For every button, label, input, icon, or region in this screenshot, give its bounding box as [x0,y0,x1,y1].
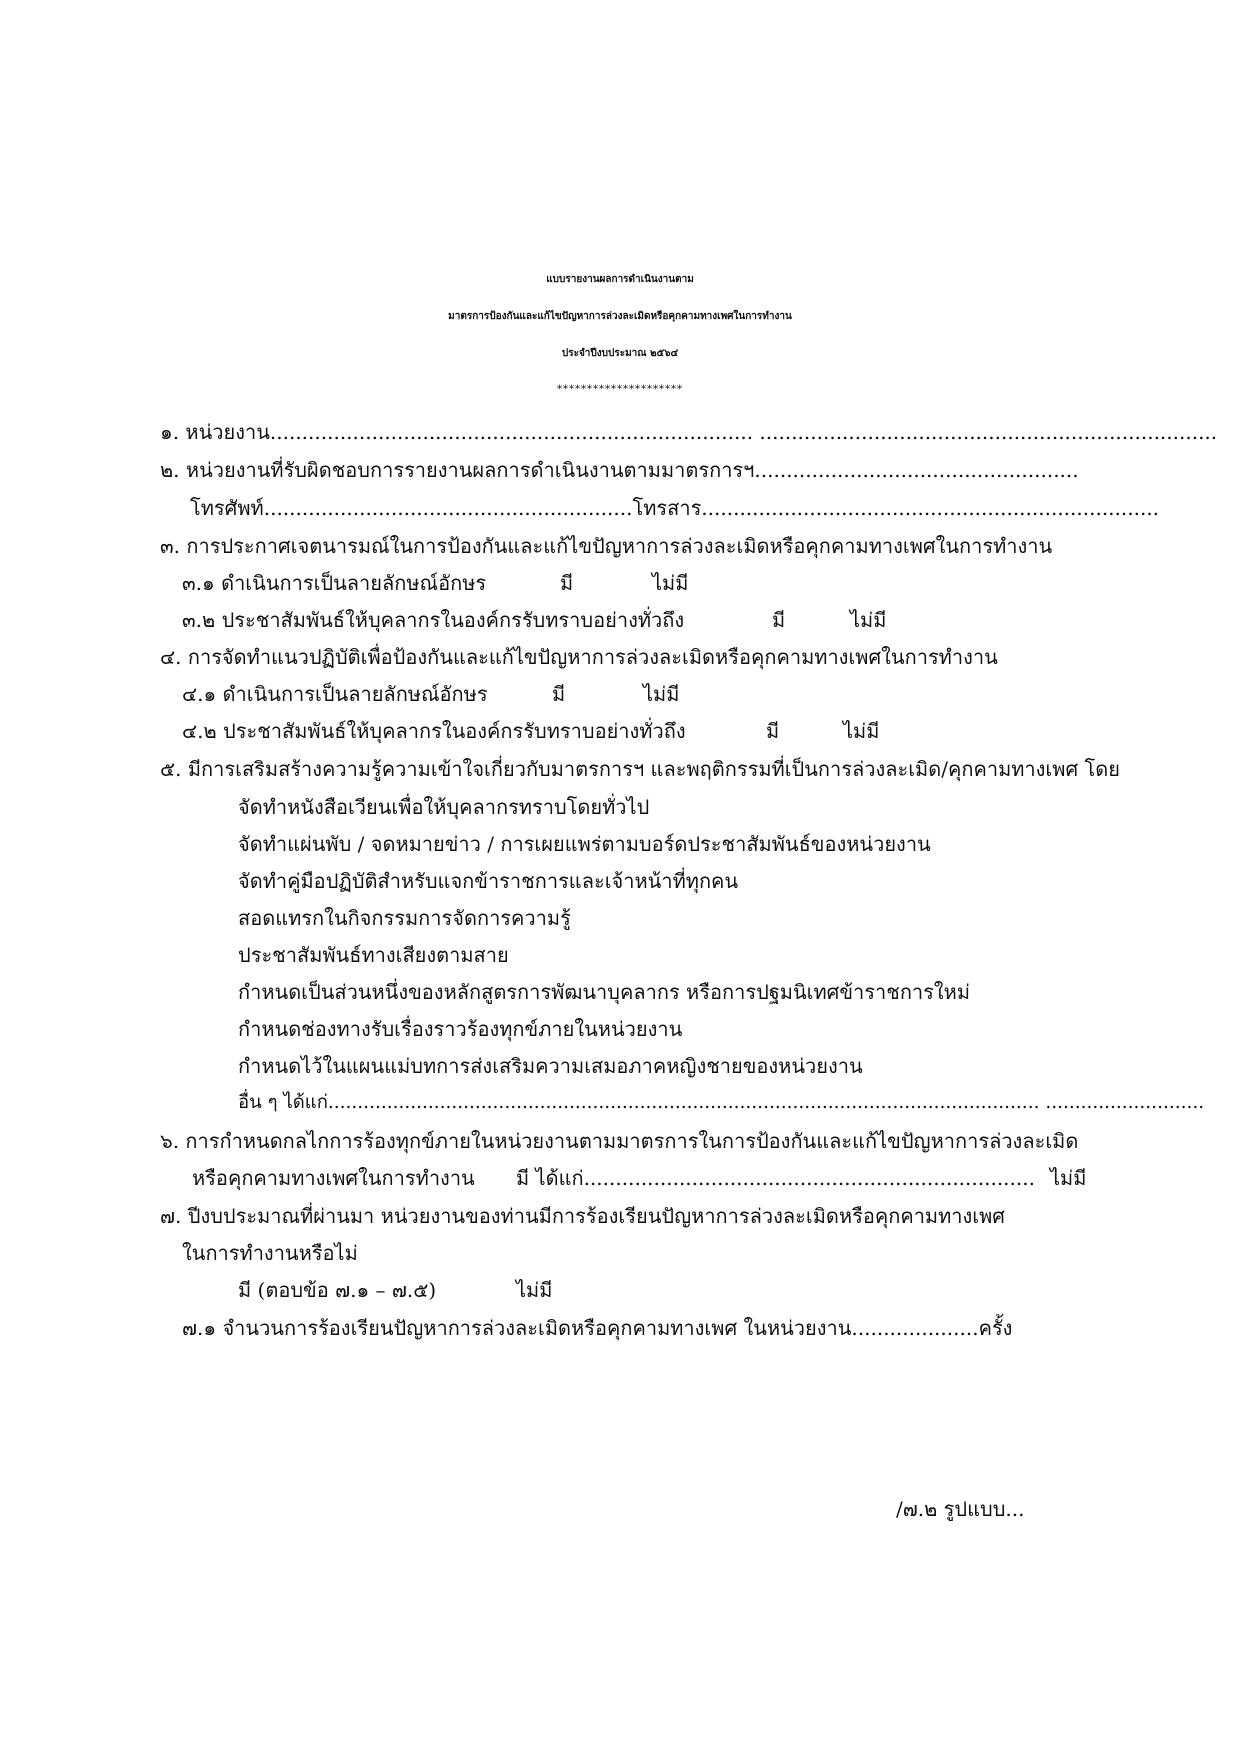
item-5-option: กำหนดเป็นส่วนหนึ่งของหลักสูตรการพัฒนาบุคลากร หรือการปฐมนิเทศข้าราชการใหม่ [238,980,971,1004]
item-5-option: จัดทำแผ่นพับ / จดหมายข่าว / การเผยแพร่ตามบอร์ดประชาสัมพันธ์ของหน่วยงาน [238,832,931,856]
item-6-complaint-mechanism: ๖. การกำหนดกลไกการร้องทุกข์ภายในหน่วยงานตามมาตรการในการป้องกันและแก้ไขปัญหาการล่วงละเมิด [160,1129,1079,1153]
item-7-1-complaint-count: ๗.๑ จำนวนการร้องเรียนปัญหาการล่วงละเมิดหรือคุกคามทางเพศ ในหน่วยงาน....................ครั้ง [182,1316,1013,1340]
item-2-responsible-agency: ๒. หน่วยงานที่รับผิดชอบการรายงานผลการดำเนินงานตามมาตรการฯ................................................... [160,458,1079,482]
item-4-2-no: ไม่มี [843,719,880,743]
item-7-complaints-last-year: ๗. ปีงบประมาณที่ผ่านมา หน่วยงานของท่านมีการร้องเรียนปัญหาการล่วงละเมิดหรือคุกคามทางเพศ [160,1204,1005,1228]
item-7-line-2: ในการทำงานหรือไม่ [182,1241,358,1265]
title-line-1: แบบรายงานผลการดำเนินงานตาม [546,274,694,285]
item-6-no: ไม่มี [1050,1166,1087,1190]
item-3-declaration: ๓. การประกาศเจตนารมณ์ในการป้องกันและแก้ไขปัญหาการล่วงละเมิดหรือคุกคามทางเพศในการทำงาน [160,534,1053,558]
item-3-1-yes: มี [560,571,574,595]
title-line-2: มาตรการป้องกันและแก้ไขปัญหาการล่วงละเมิดหรือคุกคามทางเพศในการทำงาน [448,311,792,322]
item-5-option: สอดแทรกในกิจกรรมการจัดการความรู้ [238,906,571,930]
title-line-3: ประจำปีงบประมาณ ๒๕๖๔ [561,348,679,359]
next-page-reference: /๗.๒ รูปแบบ... [896,1497,1025,1521]
item-5-option: ประชาสัมพันธ์ทางเสียงตามสาย [238,943,509,967]
item-2-phone-fax: โทรศัพท์..........................................................โทรสาร........................................................................ [190,496,1160,520]
item-4-2-label: ๔.๒ ประชาสัมพันธ์ให้บุคลากรในองค์กรรับทราบอย่างทั่วถึง [182,719,686,743]
item-4-guidelines: ๔. การจัดทำแนวปฏิบัติเพื่อป้องกันและแก้ไขปัญหาการล่วงละเมิดหรือคุกคามทางเพศในการทำงาน [160,645,998,669]
item-6-line-2: หรือคุกคามทางเพศในการทำงาน [192,1166,475,1190]
item-4-1-label: ๔.๑ ดำเนินการเป็นลายลักษณ์อักษร [182,682,488,706]
item-7-no: ไม่มี [516,1278,553,1302]
item-1-agency: ๑. หน่วยงาน............................................................................ ........................................................................ [160,420,1218,444]
item-3-2-no: ไม่มี [850,608,887,632]
item-4-2-yes: มี [766,719,780,743]
item-4-1-yes: มี [552,682,566,706]
item-4-1-no: ไม่มี [643,682,680,706]
item-7-yes: มี (ตอบข้อ ๗.๑ – ๗.๕) [238,1278,437,1302]
item-5-awareness: ๕. มีการเสริมสร้างความรู้ความเข้าใจเกี่ยวกับมาตรการฯ และพฤติกรรมที่เป็นการล่วงละเมิด/คุกคามทางเพศ โดย [160,757,1120,781]
item-5-option: จัดทำคู่มือปฏิบัติสำหรับแจกข้าราชการและเจ้าหน้าที่ทุกคน [238,869,739,893]
item-5-option: จัดทำหนังสือเวียนเพื่อให้บุคลากรทราบโดยทั่วไป [238,795,650,819]
item-5-option: กำหนดช่องทางรับเรื่องราวร้องทุกข์ภายในหน่วยงาน [238,1017,683,1041]
title-divider-stars: ********************* [557,384,683,395]
item-5-option: กำหนดไว้ในแผนแม่บทการส่งเสริมความเสมอภาคหญิงชายของหน่วยงาน [238,1054,863,1078]
item-3-1-no: ไม่มี [652,571,689,595]
item-6-yes: มี ได้แก่....................................................................... [516,1166,1035,1190]
item-3-2-label: ๓.๒ ประชาสัมพันธ์ให้บุคลากรในองค์กรรับทราบอย่างทั่วถึง [182,608,685,632]
item-5-option-other: อื่น ๆ ได้แก่......................................................................................................................... ........................... [238,1092,1205,1113]
item-3-1-label: ๓.๑ ดำเนินการเป็นลายลักษณ์อักษร [182,571,487,595]
item-3-2-yes: มี [772,608,786,632]
